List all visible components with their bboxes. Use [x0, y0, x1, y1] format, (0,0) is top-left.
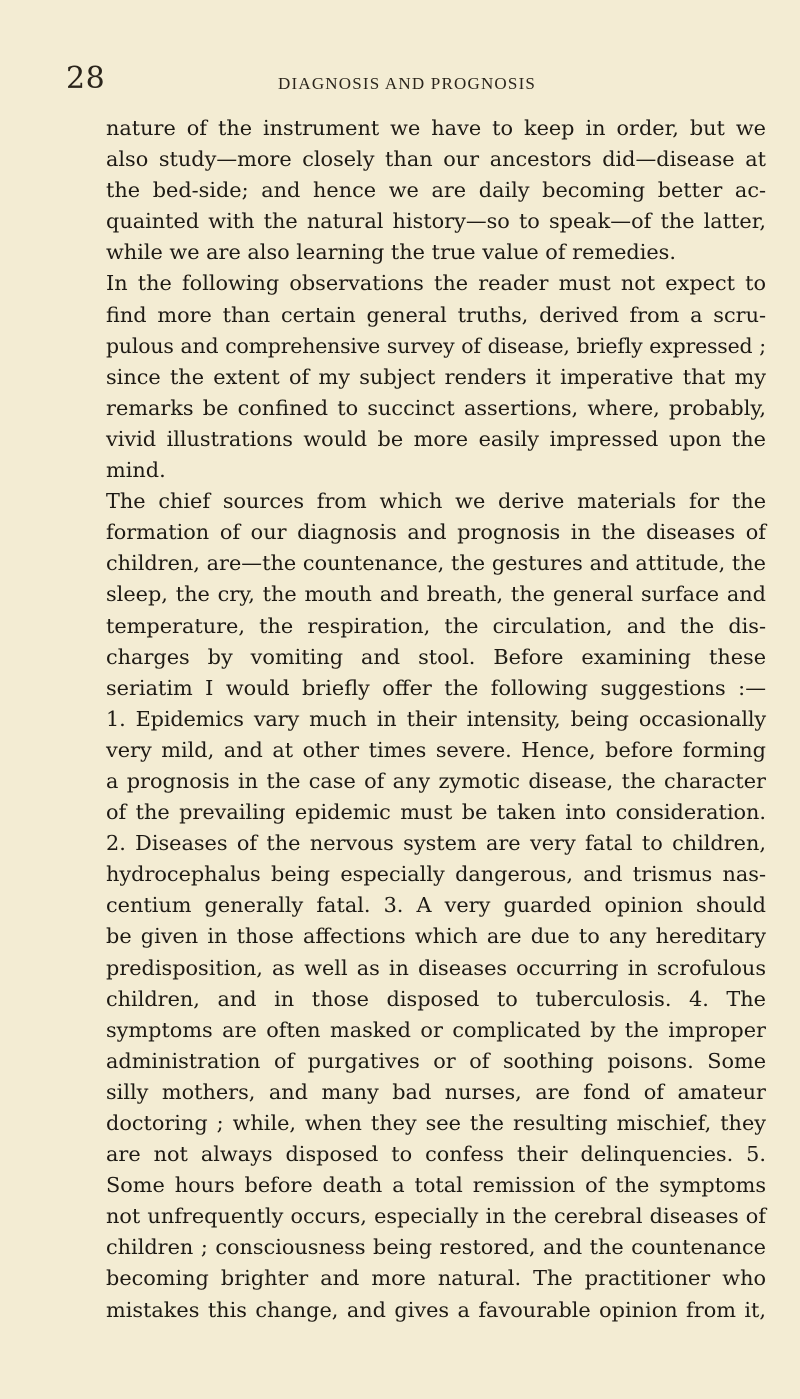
- text-line: are not always disposed to confess their delinquencies. 5.: [106, 1142, 766, 1167]
- text-line: quainted with the natural history—so to speak—of the latter,: [106, 209, 766, 234]
- text-line: also study—more closely than our ancestors did—disease at: [106, 147, 766, 172]
- running-head: DIAGNOSIS AND PROGNOSIS: [278, 74, 537, 93]
- text-line: a prognosis in the case of any zymotic disease, the character: [106, 768, 766, 793]
- text-line: 1. Epidemics vary much in their intensity, being occasionally: [106, 706, 766, 731]
- text-line: sleep, the cry, the mouth and breath, the general surface and: [106, 582, 766, 607]
- text-line: doctoring ; while, when they see the resulting mischief, they: [106, 1111, 766, 1135]
- text-line: administration of purgatives or of soothing poisons. Some: [106, 1048, 766, 1073]
- text-line: predisposition, as well as in diseases occurring in scrofulous: [106, 955, 766, 980]
- text-line: children ; consciousness being restored, and the countenance: [106, 1235, 766, 1260]
- text-line: the bed-side; and hence we are daily becoming better ac-: [106, 178, 766, 203]
- text-line: not unfrequently occurs, especially in the cerebral diseases of: [106, 1204, 766, 1229]
- text-line: In the following observations the reader must not expect to: [106, 271, 766, 296]
- text-line: seriatim I would briefly offer the following suggestions :—: [106, 675, 766, 700]
- page-header: [0, 62, 800, 102]
- text-line: children, are—the countenance, the gestures and attitude, the: [106, 551, 766, 576]
- text-line: of the prevailing epidemic must be taken into consideration.: [106, 800, 766, 825]
- text-line: children, and in those disposed to tuberculosis. 4. The: [106, 986, 766, 1011]
- text-line: be given in those affections which are due to any hereditary: [106, 924, 766, 949]
- text-line: Some hours before death a total remission of the symptoms: [106, 1173, 766, 1198]
- page-number: 28: [66, 61, 106, 96]
- text-line: find more than certain general truths, derived from a scru-: [106, 302, 766, 327]
- text-line: very mild, and at other times severe. Hence, before forming: [106, 737, 766, 762]
- text-line: remarks be confined to succinct assertions, where, probably,: [106, 395, 766, 420]
- text-line: mistakes this change, and gives a favourable opinion from it,: [106, 1297, 766, 1322]
- text-line: becoming brighter and more natural. The practitioner who: [106, 1266, 766, 1291]
- text-line: temperature, the respiration, the circulation, and the dis-: [106, 613, 766, 638]
- text-line: silly mothers, and many bad nurses, are fond of amateur: [106, 1079, 766, 1104]
- text-line: nature of the instrument we have to keep in order, but we: [106, 116, 766, 140]
- text-line: formation of our diagnosis and prognosis in the diseases of: [106, 520, 766, 545]
- text-line: pulous and comprehensive survey of disease, briefly expressed ;: [106, 333, 766, 358]
- text-line: since the extent of my subject renders it imperative that my: [106, 364, 766, 389]
- text-line: mind.: [106, 458, 166, 483]
- text-line: vivid illustrations would be more easily impressed upon the: [106, 426, 766, 451]
- text-line: while we are also learning the true value of remedies.: [106, 240, 676, 265]
- text-line: centium generally fatal. 3. A very guarded opinion should: [106, 893, 766, 918]
- body-text: [106, 113, 766, 1326]
- text-line: charges by vomiting and stool. Before examining these: [106, 644, 766, 669]
- text-line: 2. Diseases of the nervous system are very fatal to children,: [106, 831, 766, 856]
- text-line: symptoms are often masked or complicated by the improper: [106, 1017, 766, 1042]
- text-line: hydrocephalus being especially dangerous, and trismus nas-: [106, 862, 766, 887]
- text-line: The chief sources from which we derive materials for the: [106, 489, 766, 514]
